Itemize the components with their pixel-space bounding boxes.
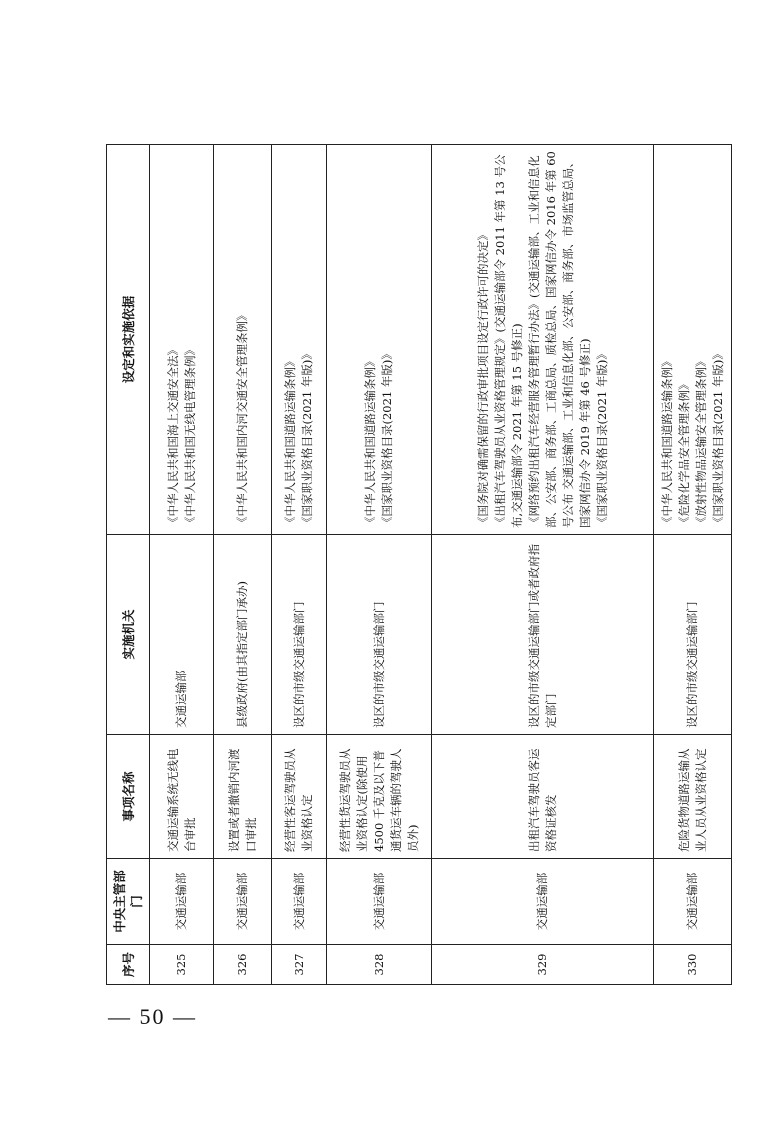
- row-basis: [654, 145, 732, 535]
- table-row: [214, 145, 272, 985]
- row-basis: [432, 145, 654, 535]
- table-header-row: [107, 145, 150, 985]
- rotated-table-container: [106, 145, 725, 985]
- table-row: [327, 145, 432, 985]
- row-dept: 交通运输部: [150, 859, 214, 945]
- basis-line: 《放射性物品运输安全管理条例》: [693, 355, 708, 528]
- row-agency: 设区的市级交通运输部门: [327, 535, 432, 735]
- basis-line: 《国家职业资格目录(2021 年版)》: [300, 348, 314, 528]
- basis-line: 《国家职业资格目录(2021 年版)》: [594, 348, 609, 528]
- row-name: 设置或者撤销内河渡口审批: [214, 735, 272, 859]
- basis-line: 《国务院对确需保留的行政审批项目设定行政许可的决定》: [475, 229, 490, 528]
- row-agency: 交通运输部: [150, 535, 214, 735]
- basis-line: 《中华人民共和国内河交通安全管理条例》: [235, 309, 249, 528]
- basis-line: 《中华人民共和国道路运输条例》: [659, 355, 674, 528]
- row-no: 328: [327, 945, 432, 985]
- row-agency: 设区的市级交通运输部门: [272, 535, 327, 735]
- basis-line: 《危险化学品安全管理条例》: [676, 378, 691, 528]
- header-dept: 中央主管部门: [107, 859, 150, 945]
- page-number: — 50 —: [108, 1004, 197, 1029]
- table-row: [272, 145, 327, 985]
- table-row: [150, 145, 214, 985]
- basis-line: 《中华人民共和国道路运输条例》: [363, 355, 377, 528]
- row-name: 经营性客运驾驶员从业资格认定: [272, 735, 327, 859]
- header-agency: 实施机关: [107, 535, 150, 735]
- row-name: 经营性货运驾驶员从业资格认定(除使用4500 千克及以下普通货运车辆的驾驶人员外): [327, 735, 432, 859]
- header-basis: 设定和实施依据: [107, 145, 150, 535]
- basis-line: 《中华人民共和国无线电管理条例》: [182, 344, 197, 528]
- basis-line: 《出租汽车驾驶员从业资格管理规定》(交通运输部令 2011 年第 13 号公布,交通运输部令 2021 年第 15 号修正): [492, 154, 524, 528]
- row-no: 330: [654, 945, 732, 985]
- row-no: 325: [150, 945, 214, 985]
- basis-line: 《国家职业资格目录(2021 年版)》: [710, 348, 725, 528]
- row-no: 327: [272, 945, 327, 985]
- permit-table: [106, 144, 732, 985]
- table-row: [432, 145, 654, 985]
- row-dept: 交通运输部: [432, 859, 654, 945]
- row-agency: 设区的市级交通运输部门: [654, 535, 732, 735]
- basis-line: 《网络预约出租汽车经营服务管理暂行办法》(交通运输部、工业和信息化部、公安部、商务部、工商总局、质检总局、国家网信办令 2016 年第 60 号公布 交通运输部、工业和信息化部、公安部、商务部、市场监管总局、国家网信办令 2019 年第 46 号修正): [526, 151, 592, 528]
- row-name: 交通运输系统无线电台审批: [150, 735, 214, 859]
- basis-line: 《国家职业资格目录(2021 年版)》: [380, 348, 394, 528]
- table-row: [654, 145, 732, 985]
- row-dept: 交通运输部: [327, 859, 432, 945]
- row-basis: [214, 145, 272, 535]
- row-agency: 县级政府(由其指定部门承办): [214, 535, 272, 735]
- basis-line: 《中华人民共和国海上交通安全法》: [165, 344, 180, 528]
- row-agency: 设区的市级交通运输部门或者政府指定部门: [432, 535, 654, 735]
- row-name: 危险货物道路运输从业人员从业资格认定: [654, 735, 732, 859]
- row-basis: [272, 145, 327, 535]
- basis-line: 《中华人民共和国道路运输条例》: [283, 355, 297, 528]
- header-no: 序号: [107, 945, 150, 985]
- header-name: 事项名称: [107, 735, 150, 859]
- row-dept: 交通运输部: [214, 859, 272, 945]
- row-basis: [327, 145, 432, 535]
- row-dept: 交通运输部: [654, 859, 732, 945]
- row-basis: [150, 145, 214, 535]
- row-dept: 交通运输部: [272, 859, 327, 945]
- row-no: 329: [432, 945, 654, 985]
- row-name: 出租汽车驾驶员客运资格证核发: [432, 735, 654, 859]
- row-no: 326: [214, 945, 272, 985]
